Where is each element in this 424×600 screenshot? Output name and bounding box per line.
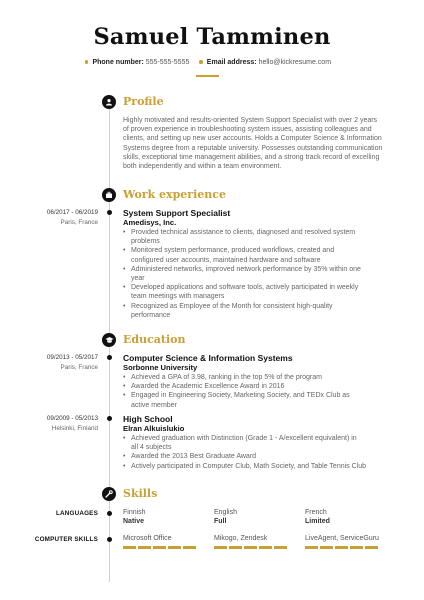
education-school: Sorbonne University [123, 363, 198, 372]
education-title-degree: Computer Science & Information Systems [123, 353, 293, 363]
list-item: • Awarded the Academic Excellence Award in 2016 [131, 382, 401, 391]
language-level: Full [214, 518, 227, 525]
languages-label: LANGUAGES [55, 510, 98, 517]
timeline-dot [107, 210, 112, 215]
list-item: • Provided technical assistance to clients, diagnosed and resolved system problems [131, 228, 401, 246]
list-item: • Recognized as Employee of the Month for consistent high-quality performance [131, 302, 401, 320]
education-bullets [131, 434, 401, 471]
list-item: • Developed applications and software tools, actively participated in weekly team meetings with managers [131, 283, 401, 301]
profile-line: of proven experience in troubleshooting system issues, assisting colleagues and [123, 126, 372, 134]
job-title: System Support Specialist [123, 208, 231, 218]
graduation-cap-icon [102, 333, 116, 347]
timeline-dot [107, 537, 112, 542]
computer-skill-name: LiveAgent, ServiceGuru [305, 535, 379, 542]
computer-skill-name: Mikogo, Zendesk [214, 535, 268, 542]
profile-line: clients, and setting up new user accounts. Holds a Computer Science & Information [123, 135, 382, 143]
resume-name: Samuel Tamminen [93, 24, 331, 50]
language-level: Native [123, 518, 145, 525]
list-item: • Awarded the 2013 Best Graduate Award [131, 452, 401, 461]
job-company: Amedisys, Inc. [123, 218, 177, 227]
profile-person-icon [102, 95, 116, 109]
phone-label: Phone number: [92, 59, 144, 66]
email-label: Email address: [206, 59, 257, 66]
bullet-dot-icon [85, 60, 89, 64]
education-school: Elran Alkuislukio [123, 424, 185, 433]
education-date: 09/2009 - 05/2013 [46, 415, 98, 422]
skills-title: Skills [123, 487, 158, 500]
job-date: 06/2017 - 06/2019 [46, 209, 98, 216]
profile-title: Profile [123, 95, 164, 108]
education-location: Helsinki, Finland [51, 425, 98, 432]
profile-line: Highly motivated and results-oriented System Support Specialist with over 2 years [123, 117, 378, 124]
list-item: • Engaged in Engineering Society, Marketing Society, and TEDx Club as active member [131, 391, 401, 409]
email-value[interactable]: hello@kickresume.com [258, 59, 332, 66]
list-item: • Achieved graduation with Distinction (Grade 1 - A/excellent equivalent) in all 4 subjects [131, 434, 401, 452]
language-name: English [214, 509, 237, 516]
timeline-dot [107, 355, 112, 360]
skills-tools-icon [102, 487, 116, 501]
computer-skill-name: Microsoft Office [123, 535, 172, 542]
skill-rating-bar [123, 546, 196, 549]
language-name: Finnish [123, 509, 146, 516]
education-bullets [131, 373, 401, 410]
job-bullets [131, 228, 401, 320]
education-title: Education [123, 333, 186, 346]
profile-text [123, 116, 398, 171]
contact-line [0, 59, 424, 66]
profile-line: Systems degree from a reputable university. Possesses outstanding communication [123, 144, 383, 152]
profile-line: both independently and within a team environment. [123, 163, 282, 171]
list-item: • Achieved a GPA of 3.98, ranking in the top 5% of the program [131, 373, 401, 382]
bullet-dot-icon [199, 60, 203, 64]
timeline-dot [107, 416, 112, 421]
language-level: Limited [305, 518, 330, 525]
list-item: • Actively participated in Computer Club, Math Society, and Table Tennis Club [131, 462, 401, 471]
timeline-dot [107, 511, 112, 516]
language-name: French [305, 509, 327, 516]
list-item: • Monitored system performance, produced workflows, created and configured user accounts, maintained hardware and software [131, 246, 401, 264]
education-title-degree: High School [123, 414, 173, 424]
phone-value[interactable]: 555-555-5555 [145, 59, 190, 66]
skill-rating-bar [305, 546, 378, 549]
briefcase-icon [102, 188, 116, 202]
list-item: • Administered networks, improved network performance by 35% within one year [131, 265, 401, 283]
experience-title: Work experience [123, 188, 226, 201]
header-divider [196, 75, 219, 77]
education-date: 09/2013 - 05/2017 [46, 354, 98, 361]
education-location: Paris, France [60, 364, 98, 371]
skill-rating-bar [214, 546, 287, 549]
job-location: Paris, France [60, 219, 98, 226]
computer-skills-label: COMPUTER SKILLS [34, 536, 98, 543]
profile-line: skills, exceptional time management abilities, and a strong track record of excelling [123, 153, 380, 161]
